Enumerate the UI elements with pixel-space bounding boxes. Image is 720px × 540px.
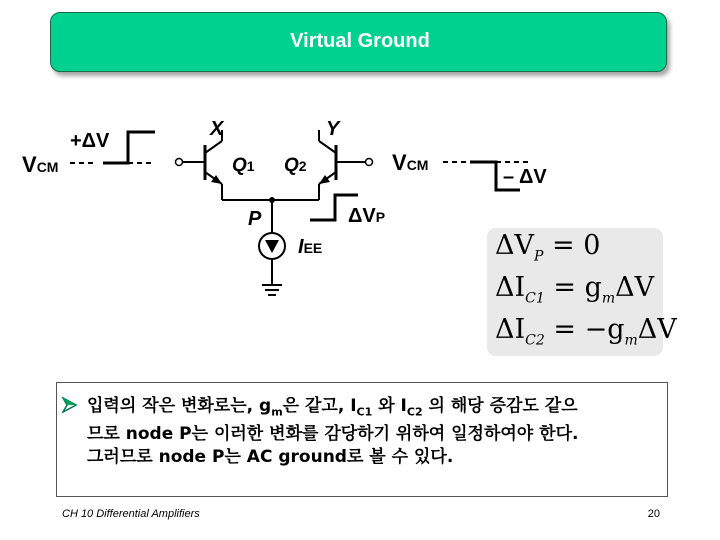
node-p-label: P xyxy=(248,208,262,230)
equation-delta-ic1: $\Delta I_{C1} = g_m\Delta V$ xyxy=(495,272,655,307)
equation-box xyxy=(487,228,677,356)
explanation-line-3: 그러므로 node P는 AC ground로 볼 수 있다. xyxy=(87,447,454,468)
node-p-dot xyxy=(269,197,275,203)
bullet-arrow-icon xyxy=(61,397,77,413)
vcm-left-label: VCM xyxy=(22,152,59,177)
q2-label: Q2 xyxy=(284,155,307,176)
q2-input-terminal xyxy=(366,159,373,166)
explanation-box xyxy=(56,382,668,497)
node-y-label: Y xyxy=(326,118,340,140)
explanation-line-1: 입력의 작은 변화로는, $g_m$은 같고, $I_{C1}$ 와 $I_{C2}$ 의 해당 증감도 같으 xyxy=(87,396,578,419)
explanation-line-2: 므로 node P는 이러한 변화를 감당하기 위하여 일정하여야 한다. xyxy=(87,424,579,445)
q1-input-terminal xyxy=(176,159,183,166)
current-source-arrow xyxy=(265,240,279,253)
footer-chapter: CH 10 Differential Amplifiers xyxy=(62,508,200,520)
delta-vp-label: ΔVP xyxy=(348,205,386,227)
plus-delta-v-label: +ΔV xyxy=(70,130,110,152)
node-x-label: X xyxy=(210,118,224,140)
minus-delta-v-label: – ΔV xyxy=(503,166,547,188)
iee-label: IEE xyxy=(298,236,323,258)
footer-page-number: 20 xyxy=(647,508,660,520)
equation-delta-vp: $\Delta V_P = 0$ xyxy=(495,230,601,265)
step-up-waveform xyxy=(103,132,155,163)
slide-title: Virtual Ground xyxy=(290,30,430,52)
equation-delta-ic2: $\Delta I_{C2} = -g_m\Delta V$ xyxy=(495,314,677,349)
vcm-right-label: VCM xyxy=(392,150,429,175)
q1-label: Q1 xyxy=(232,155,255,176)
explanation-text xyxy=(87,395,657,469)
